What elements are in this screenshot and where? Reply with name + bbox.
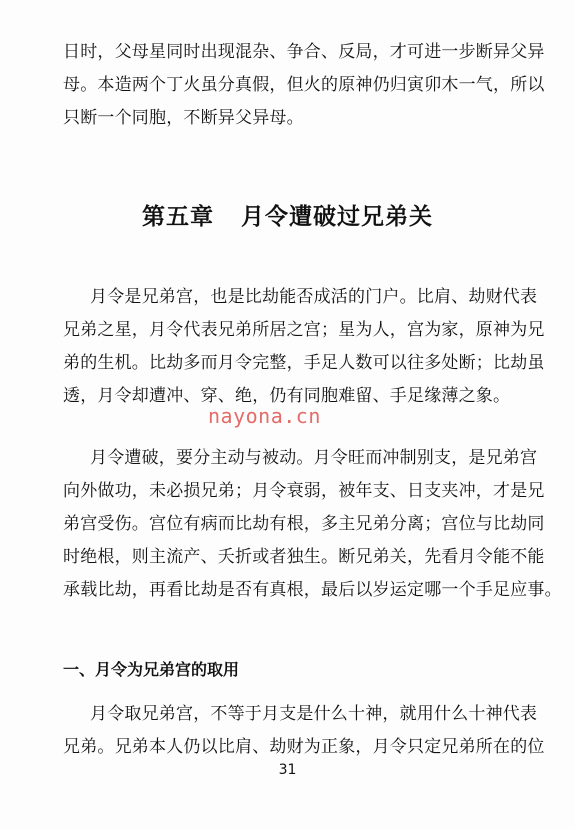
paragraph-line: 时绝根，则主流产、夭折或者独生。断兄弟关，先看月令能不能 bbox=[63, 547, 545, 567]
paragraph-line: 月令取兄弟宫，不等于月支是什么十神，就用什么十神代表 bbox=[90, 704, 538, 724]
page-number: 31 bbox=[278, 762, 297, 778]
watermark-text: nayona.cn bbox=[208, 404, 321, 428]
chapter-title: 第五章 月令遭破过兄弟关 bbox=[141, 203, 434, 230]
paragraph-line: 月令是兄弟宫，也是比劫能否成活的门户。比肩、劫财代表 bbox=[90, 287, 538, 307]
intro-line: 母。本造两个丁火虽分真假，但火的原神仍归寅卯木一气，所以 bbox=[63, 75, 545, 95]
paragraph-line: 向外做功，未必损兄弟；月令衰弱，被年支、日支夹冲，才是兄 bbox=[63, 481, 545, 501]
paragraph-line: 兄弟。兄弟本人仍以比肩、劫财为正象，月令只定兄弟所在的位 bbox=[63, 737, 545, 757]
paragraph-line: 弟宫受伤。宫位有病而比劫有根，多主兄弟分离；宫位与比劫同 bbox=[63, 514, 545, 534]
paragraph-line: 透，月令却遭冲、穿、绝，仍有同胞难留、手足缘薄之象。 bbox=[63, 386, 511, 406]
section-heading: 一、月令为兄弟宫的取用 bbox=[63, 660, 240, 679]
paragraph-line: 月令遭破，要分主动与被动。月令旺而冲制别支，是兄弟宫 bbox=[90, 448, 538, 468]
paragraph-line: 承载比劫，再看比劫是否有真根，最后以岁运定哪一个手足应事。 bbox=[63, 580, 562, 600]
paragraph-line: 兄弟之星，月令代表兄弟所居之宫；星为人，宫为家，原神为兄 bbox=[63, 320, 545, 340]
paragraph-line: 弟的生机。比劫多而月令完整，手足人数可以往多处断；比劫虽 bbox=[63, 353, 545, 373]
intro-line: 只断一个同胞，不断异父异母。 bbox=[63, 108, 304, 128]
intro-line: 日时，父母星同时出现混杂、争合、反局，才可进一步断异父异 bbox=[63, 42, 545, 62]
